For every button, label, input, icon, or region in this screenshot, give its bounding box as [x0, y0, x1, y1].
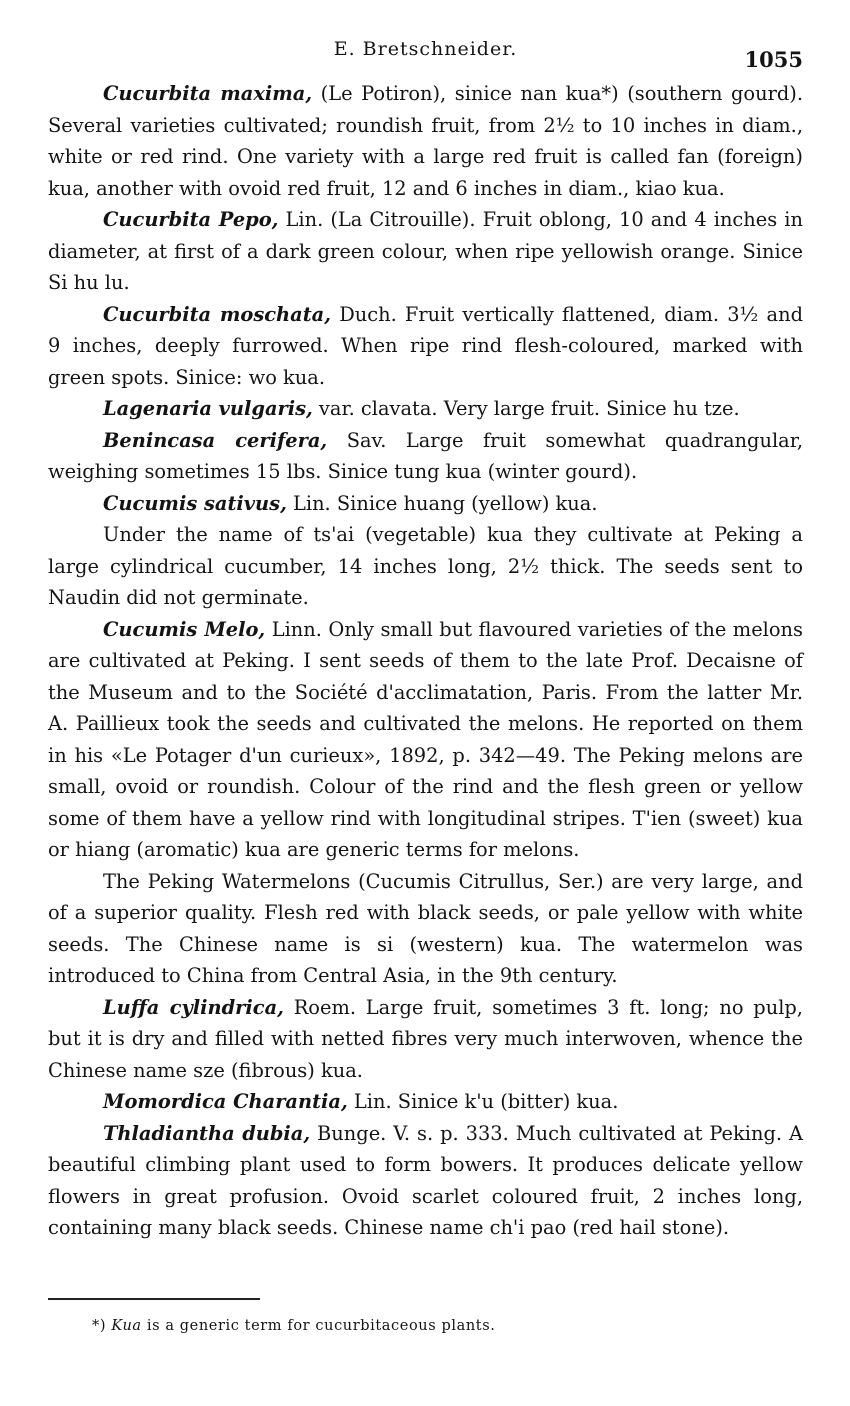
- entry-luffa-cylindrica: [48, 992, 803, 1087]
- entry-cucumis-sativus: [48, 488, 803, 520]
- entry-text: Lin. Sinice k'u (bitter) kua.: [347, 1090, 619, 1113]
- entry-text: var. clavata. Very large fruit. Sinice hu tze.: [312, 397, 740, 420]
- entry-text: Linn. Only small but flavoured varieties of the melons are cultivated at Peking. I sent seeds of them to the late Prof. Decaisne of the Museum and to the Société d'acclimatation, Paris. From the latter Mr. A. Paillieux took the seeds and cultivated the melons. He reported on them in his «Le Potager d'un curieux», 1892, p. 342—49. The Peking melons are small, ovoid or roundish. Colour of the rind and the flesh green or yellow some of them have a yellow rind with longitudinal stripes. T'ien (sweet) kua or hiang (aromatic) kua are generic terms for melons.: [48, 617, 803, 861]
- species-name: Cucumis Melo,: [103, 617, 266, 641]
- footnote: [92, 1316, 495, 1336]
- entry-text: Duch. Fruit vertically flattened, diam. 3½ and 9 inches, deeply furrowed. When ripe rind flesh-coloured, marked with green spots. Sinice: wo kua.: [48, 302, 803, 389]
- entry-text: Bunge. V. s. p. 333. Much cultivated at Peking. A beautiful climbing plant used to form bowers. It produces delicate yellow flowers in great profusion. Ovoid scarlet coloured fruit, 2 inches long, containing many black seeds. Chinese name ch'i pao (red hail stone).: [48, 1121, 804, 1239]
- entry-lagenaria-vulgaris: [48, 393, 803, 425]
- entry-benincasa-cerifera: [48, 425, 803, 488]
- footnote-divider: [48, 1298, 260, 1300]
- entry-text: Lin. Sinice huang (yellow) kua.: [286, 491, 598, 515]
- entry-thladiantha-dubia: [48, 1118, 803, 1244]
- entry-text: Lin. (La Citrouille). Fruit oblong, 10 and 4 inches in diameter, at first of a dark green colour, when ripe yellowish orange. Sinice Si hu lu.: [48, 208, 803, 294]
- entry-tsai-kua: [48, 519, 803, 614]
- species-name: Benincasa cerifera,: [103, 428, 328, 452]
- species-name: Luffa cylindrica,: [103, 995, 284, 1019]
- entry-watermelons: [48, 866, 803, 992]
- species-name: Lagenaria vulgaris,: [103, 397, 313, 420]
- species-name: Cucumis sativus,: [103, 491, 287, 515]
- species-name: Cucurbita maxima,: [103, 82, 313, 105]
- footnote-marker: *): [92, 1318, 107, 1334]
- entry-text: (Le Potiron), sinice nan kua*) (southern gourd). Several varieties cultivated; roundish fruit, from 2½ to 10 inches in diam., white or red rind. One variety with a large red fruit is called fan (foreign) kua, another with ovoid red fruit, 12 and 6 inches in diam., kiao kua.: [48, 82, 803, 200]
- entry-cucurbita-pepo: [48, 204, 803, 299]
- entry-text: Roem. Large fruit, sometimes 3 ft. long; no pulp, but it is dry and filled with netted fibres very much interwoven, whence the Chinese name sze (fibrous) kua.: [48, 995, 803, 1082]
- entry-text: Under the name of ts'ai (vegetable) kua they cultivate at Peking a large cylindrical cucumber, 14 inches long, 2½ thick. The seeds sent to Naudin did not germinate.: [48, 523, 803, 609]
- species-name: Cucurbita moschata,: [103, 302, 331, 326]
- footnote-text: is a generic term for cucurbitaceous plants.: [141, 1318, 496, 1334]
- page-body: [48, 30, 803, 1244]
- running-head: E. Bretschneider.: [333, 38, 518, 60]
- species-name: Thladiantha dubia,: [103, 1121, 311, 1145]
- page-number: 1055: [744, 47, 803, 72]
- entry-momordica-charantia: [48, 1086, 803, 1118]
- entry-cucumis-melo: [48, 614, 803, 866]
- page-header: [48, 30, 803, 78]
- footnote-term: Kua: [111, 1318, 142, 1334]
- species-name: Momordica Charantia,: [103, 1090, 348, 1113]
- entry-cucurbita-moschata: [48, 299, 803, 394]
- entry-text: Sav. Large fruit somewhat quadrangular, weighing sometimes 15 lbs. Sinice tung kua (winter gourd).: [48, 428, 804, 483]
- entry-cucurbita-maxima: [48, 78, 803, 204]
- entry-text: The Peking Watermelons (Cucumis Citrullus, Ser.) are very large, and of a superior quality. Flesh red with black seeds, or pale yellow with white seeds. The Chinese name is si (western) kua. The watermelon was introduced to China from Central Asia, in the 9th century.: [48, 869, 803, 987]
- species-name: Cucurbita Pepo,: [103, 208, 279, 231]
